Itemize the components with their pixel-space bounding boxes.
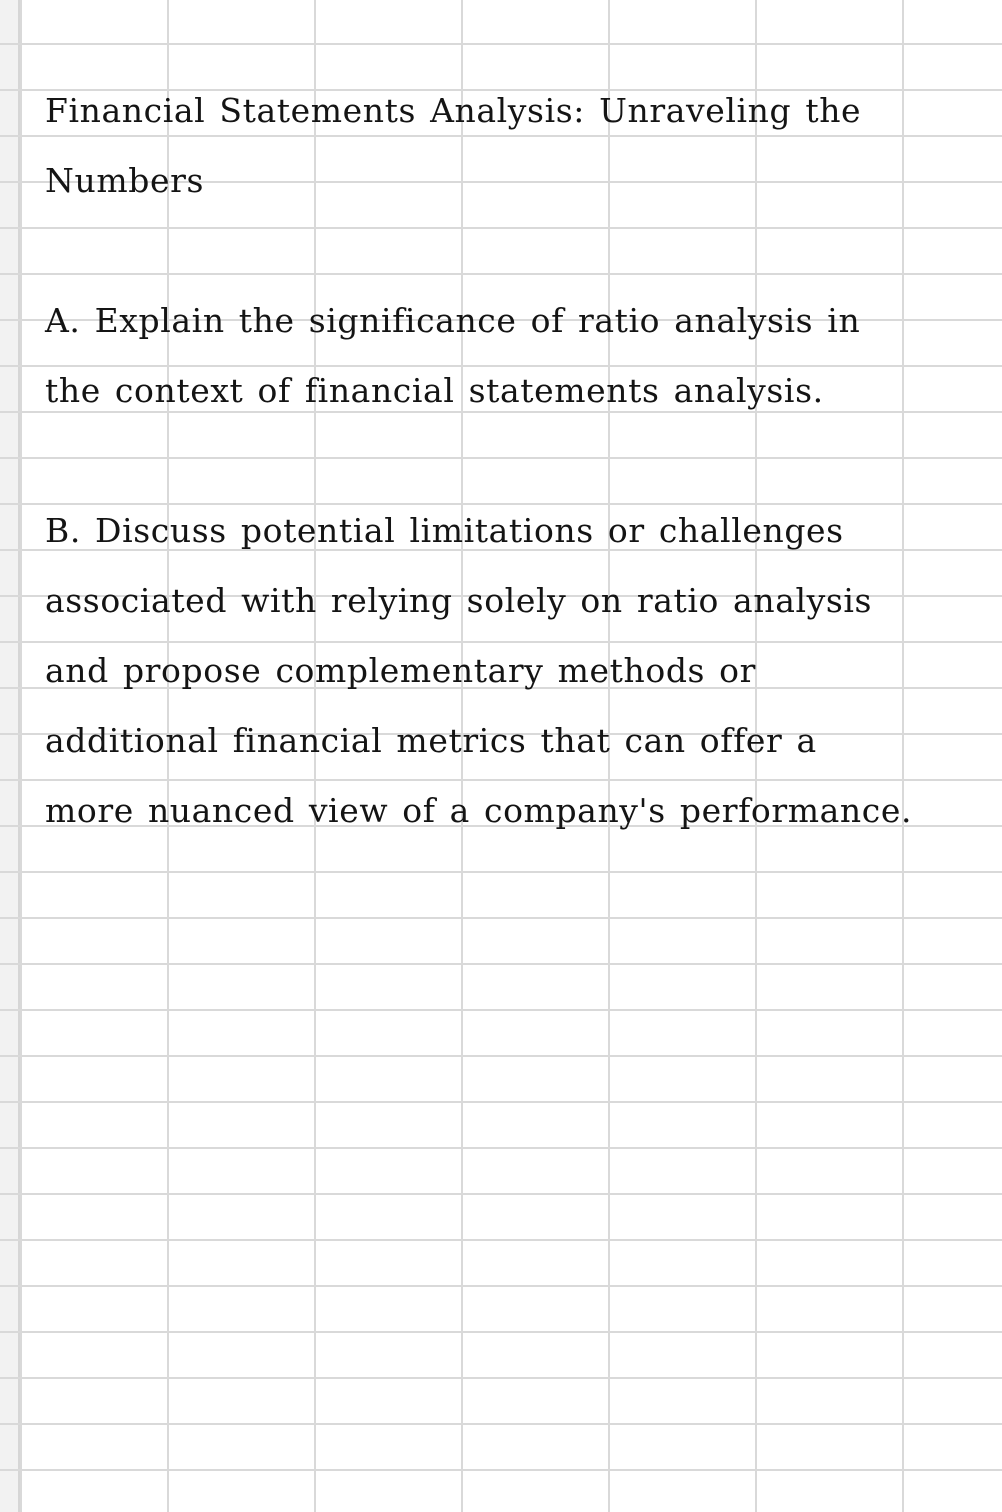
question-b: B. Discuss potential limitations or challenges associated with relying solely on ratio analysis and propose complementary methods or additional financial metrics that can offer a more nuanced view of a company's performance. [45,511,913,830]
row-gridline [0,963,1002,965]
row-gridline [0,1009,1002,1011]
row-gridline [0,917,1002,919]
column-gridline [20,0,22,1512]
row-gridline [0,1469,1002,1471]
row-gridline [0,1193,1002,1195]
row-gridline [0,1285,1002,1287]
row-gridline [0,1147,1002,1149]
row-gridline [0,871,1002,873]
row-gridline [0,43,1002,45]
row-gridline [0,1239,1002,1241]
row-gridline [0,1055,1002,1057]
row-gridline [0,1377,1002,1379]
text-content [45,76,915,846]
row-gridline [0,1101,1002,1103]
row-gridline [0,1331,1002,1333]
question-a: A. Explain the significance of ratio analysis in the context of financial statements analysis. [45,301,861,410]
document-title: Financial Statements Analysis: Unraveling the Numbers [45,91,862,200]
row-gridline [0,1423,1002,1425]
